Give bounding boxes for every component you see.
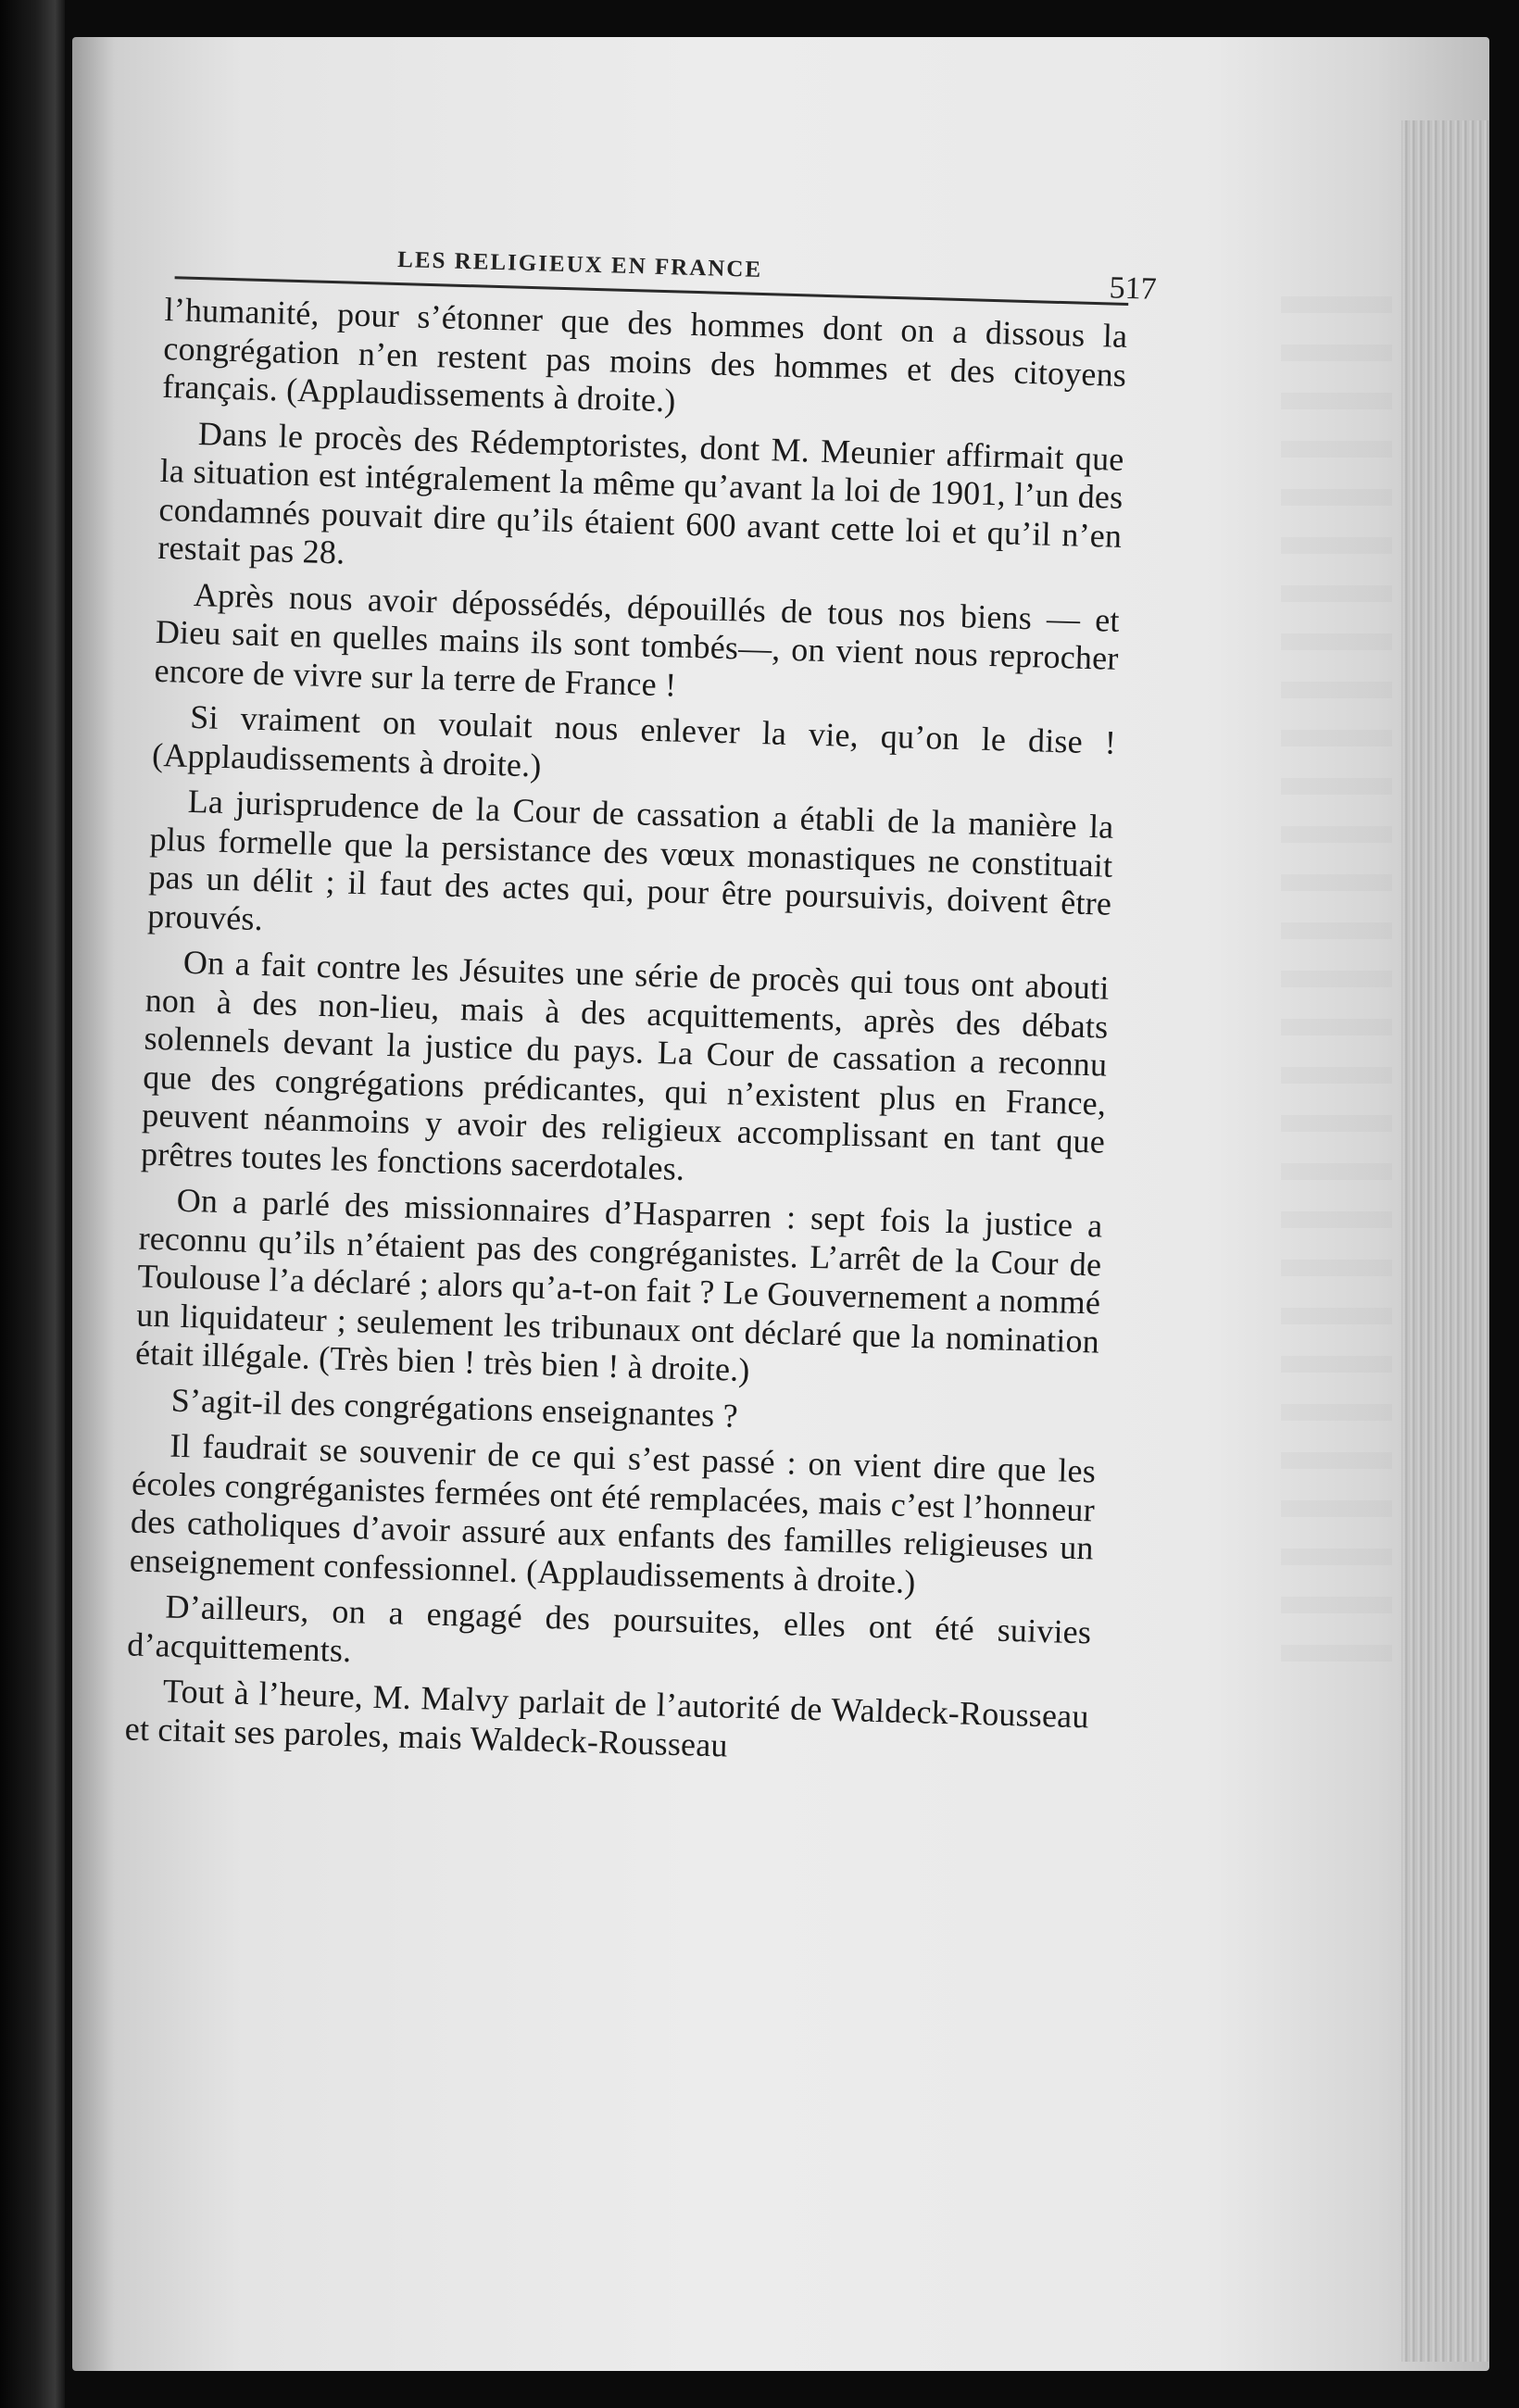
body-text <box>124 291 1128 1775</box>
paragraph: La jurisprudence de la Cour de cassation a établi de la manière la plus formelle que la persistance des vœux monastiques ne constituait pas un délit ; il faut des actes qui, pour être poursuivis, doivent être prouvés. <box>146 782 1115 937</box>
paragraph: Si vraiment on voulait nous enlever la vie, qu’on le dise ! (Applaudissements à droite.) <box>151 697 1117 784</box>
paragraph: D’ailleurs, on a engagé des poursuites, elles ont été suivies d’acquittements. <box>126 1587 1092 1669</box>
page-text-block <box>124 232 1158 1782</box>
paragraph: Tout à l’heure, M. Malvy parlait de l’autorité de Waldeck-Rousseau et citait ses paroles, mais Waldeck-Rousseau <box>124 1672 1090 1764</box>
show-through-texture <box>1281 296 1392 1686</box>
paragraph: Après nous avoir dépossédés, dépouillés de tous nos biens — et Dieu sait en quelles mains ils sont tombés—, on vient nous reprocher encore de vivre sur la terre de France ! <box>154 575 1121 704</box>
paragraph: On a parlé des missionnaires d’Hasparren : sept fois la justice a reconnu qu’ils n’étaient pas des congréganistes. L’arrêt de la Cour de Toulouse l’a déclaré ; alors qu’a-t-on fait ? Le Gouvernement a nommé un liquidateur ; seulement les tribunaux ont déclaré que la nomination était illégale. (Très bien ! très bien ! à droite.) <box>134 1181 1103 1389</box>
page-number: 517 <box>1109 270 1158 307</box>
paragraph: Dans le procès des Rédemptoristes, dont M. Meunier affirmait que la situation est intégralement la même qu’avant la loi de 1901, l’un des condamnés pouvait dire qu’ils étaient 600 avant cette loi et qu’il n’en restait pas 28. <box>157 414 1125 571</box>
facing-page-edge <box>0 0 65 2408</box>
paragraph: On a fait contre les Jésuites une série de procès qui tous ont abouti non à des non-lieu, mais à des acquittements, après des débats solennels devant la justice du pays. La Cour de cassation a reconnu que des congrégations prédicantes, qui n’existent plus en France, peuvent néanmoins y avoir des religieux accomplissant en tant que prêtres toutes les fonctions sacerdotales. <box>140 943 1111 1187</box>
paragraph: S’agit-il des congrégations enseignantes ? <box>170 1381 739 1435</box>
page-stack-edge <box>1401 120 1489 2362</box>
paragraph: Il faudrait se souvenir de ce qui s’est passé : on vient dire que les écoles congréganistes fermées ont été remplacées, mais c’est l’honneur des catholiques d’avoir assuré aux enfants des familles religieuses un enseignement confessionnel. (Applaudissements à droite.) <box>129 1426 1097 1600</box>
running-head-title: LES RELIGIEUX EN FRANCE <box>396 246 763 282</box>
paragraph: l’humanité, pour s’étonner que des hommes dont on a dissous la congrégation n’en restent pas moins des hommes et des citoyens français. (Applaudissements à droite.) <box>161 290 1128 420</box>
